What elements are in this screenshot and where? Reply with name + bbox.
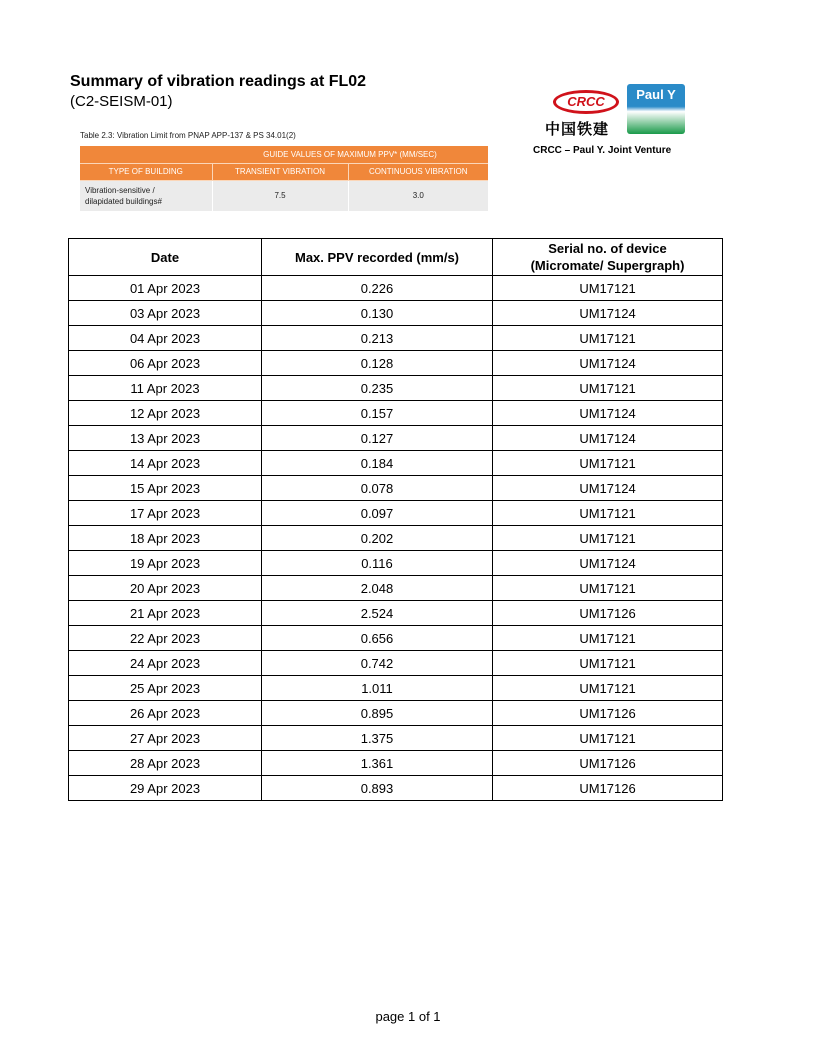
readings-body [69, 276, 723, 801]
cell-ppv: 0.127 [262, 426, 493, 451]
column-header-serial [493, 239, 723, 276]
vibration-readings-table [68, 238, 723, 801]
cell-date: 22 Apr 2023 [69, 626, 262, 651]
cell-date: 03 Apr 2023 [69, 301, 262, 326]
table-row [69, 701, 723, 726]
limit-table-col-type: TYPE OF BUILDING [80, 163, 212, 180]
cell-date: 01 Apr 2023 [69, 276, 262, 301]
table-row [69, 651, 723, 676]
logo-caption: CRCC – Paul Y. Joint Venture [533, 145, 672, 156]
cell-ppv: 0.097 [262, 501, 493, 526]
serial-header-line2: (Micromate/ Supergraph) [530, 258, 685, 273]
limit-table-transient-value: 7.5 [212, 180, 348, 211]
cell-serial: UM17121 [493, 276, 723, 301]
table-row [69, 301, 723, 326]
page-subtitle: (C2-SEISM-01) [70, 93, 173, 110]
cell-ppv: 1.361 [262, 751, 493, 776]
limit-table-row [80, 180, 488, 211]
cell-serial: UM17124 [493, 551, 723, 576]
cell-serial: UM17121 [493, 376, 723, 401]
cell-ppv: 0.130 [262, 301, 493, 326]
page-title: Summary of vibration readings at FL02 [70, 73, 367, 90]
table-row [69, 376, 723, 401]
cell-serial: UM17121 [493, 576, 723, 601]
cell-ppv: 0.116 [262, 551, 493, 576]
cell-date: 15 Apr 2023 [69, 476, 262, 501]
cell-ppv: 2.524 [262, 601, 493, 626]
cell-serial: UM17124 [493, 351, 723, 376]
cell-date: 27 Apr 2023 [69, 726, 262, 751]
cell-date: 04 Apr 2023 [69, 326, 262, 351]
table-row [69, 526, 723, 551]
cell-serial: UM17126 [493, 776, 723, 801]
crcc-logo [545, 90, 625, 142]
cell-ppv: 0.213 [262, 326, 493, 351]
cell-date: 18 Apr 2023 [69, 526, 262, 551]
table-row [69, 726, 723, 751]
cell-serial: UM17126 [493, 601, 723, 626]
cell-date: 25 Apr 2023 [69, 676, 262, 701]
table-row [69, 501, 723, 526]
cell-ppv: 0.656 [262, 626, 493, 651]
limit-table-blank-cell [80, 146, 212, 163]
cell-ppv: 2.048 [262, 576, 493, 601]
cell-serial: UM17124 [493, 301, 723, 326]
column-header-date: Date [69, 239, 262, 276]
cell-serial: UM17121 [493, 626, 723, 651]
document-header [70, 72, 366, 112]
table-row [69, 676, 723, 701]
limit-table-building-type [80, 180, 212, 211]
cell-date: 24 Apr 2023 [69, 651, 262, 676]
limit-table-group-header: GUIDE VALUES OF MAXIMUM PPV* (MM/SEC) [212, 146, 488, 163]
table-row [69, 751, 723, 776]
cell-ppv: 0.895 [262, 701, 493, 726]
cell-ppv: 0.128 [262, 351, 493, 376]
table-row [69, 326, 723, 351]
table-row [69, 426, 723, 451]
table-row [69, 601, 723, 626]
cell-ppv: 0.184 [262, 451, 493, 476]
table-row [69, 576, 723, 601]
readings-header-row [69, 239, 723, 276]
cell-date: 26 Apr 2023 [69, 701, 262, 726]
cell-ppv: 1.375 [262, 726, 493, 751]
crcc-logo-text: CRCC [553, 90, 619, 114]
cell-serial: UM17121 [493, 526, 723, 551]
paul-y-logo [627, 84, 685, 134]
cell-serial: UM17121 [493, 726, 723, 751]
limit-table-caption: Table 2.3: Vibration Limit from PNAP APP-137 & PS 34.01(2) [80, 131, 296, 140]
crcc-chinese-name: 中国铁建 [545, 121, 610, 138]
table-row [69, 351, 723, 376]
cell-serial: UM17124 [493, 401, 723, 426]
cell-ppv: 0.742 [262, 651, 493, 676]
cell-serial: UM17121 [493, 676, 723, 701]
building-type-line1: Vibration-sensitive / [85, 185, 155, 195]
page-number: page 1 of 1 [375, 1009, 441, 1024]
cell-date: 21 Apr 2023 [69, 601, 262, 626]
cell-serial: UM17126 [493, 701, 723, 726]
column-header-ppv: Max. PPV recorded (mm/s) [262, 239, 493, 276]
cell-serial: UM17124 [493, 426, 723, 451]
cell-date: 17 Apr 2023 [69, 501, 262, 526]
cell-ppv: 1.011 [262, 676, 493, 701]
table-row [69, 451, 723, 476]
cell-ppv: 0.078 [262, 476, 493, 501]
cell-ppv: 0.202 [262, 526, 493, 551]
limit-table-header-row [80, 163, 488, 180]
cell-date: 19 Apr 2023 [69, 551, 262, 576]
cell-ppv: 0.235 [262, 376, 493, 401]
vibration-limit-table [80, 146, 488, 211]
serial-header-line1: Serial no. of device [548, 241, 667, 256]
cell-ppv: 0.157 [262, 401, 493, 426]
limit-table-continuous-value: 3.0 [348, 180, 488, 211]
limit-table-col-transient: TRANSIENT VIBRATION [212, 163, 348, 180]
cell-ppv: 0.226 [262, 276, 493, 301]
table-row [69, 776, 723, 801]
table-row [69, 401, 723, 426]
cell-serial: UM17126 [493, 751, 723, 776]
table-row [69, 626, 723, 651]
table-row [69, 476, 723, 501]
cell-date: 28 Apr 2023 [69, 751, 262, 776]
cell-serial: UM17121 [493, 451, 723, 476]
limit-table-col-continuous: CONTINUOUS VIBRATION [348, 163, 488, 180]
limit-table-group-header-row [80, 146, 488, 163]
table-row [69, 276, 723, 301]
building-type-line2: dilapidated buildings# [85, 196, 162, 206]
cell-date: 14 Apr 2023 [69, 451, 262, 476]
table-row [69, 551, 723, 576]
paul-y-logo-text: Paul Y [636, 87, 676, 102]
cell-date: 20 Apr 2023 [69, 576, 262, 601]
cell-date: 29 Apr 2023 [69, 776, 262, 801]
cell-date: 12 Apr 2023 [69, 401, 262, 426]
cell-date: 11 Apr 2023 [69, 376, 262, 401]
cell-ppv: 0.893 [262, 776, 493, 801]
cell-serial: UM17121 [493, 651, 723, 676]
cell-serial: UM17121 [493, 326, 723, 351]
company-logo [545, 84, 685, 142]
cell-serial: UM17124 [493, 476, 723, 501]
cell-date: 06 Apr 2023 [69, 351, 262, 376]
cell-serial: UM17121 [493, 501, 723, 526]
vibration-limit-table-image [80, 131, 488, 211]
cell-date: 13 Apr 2023 [69, 426, 262, 451]
